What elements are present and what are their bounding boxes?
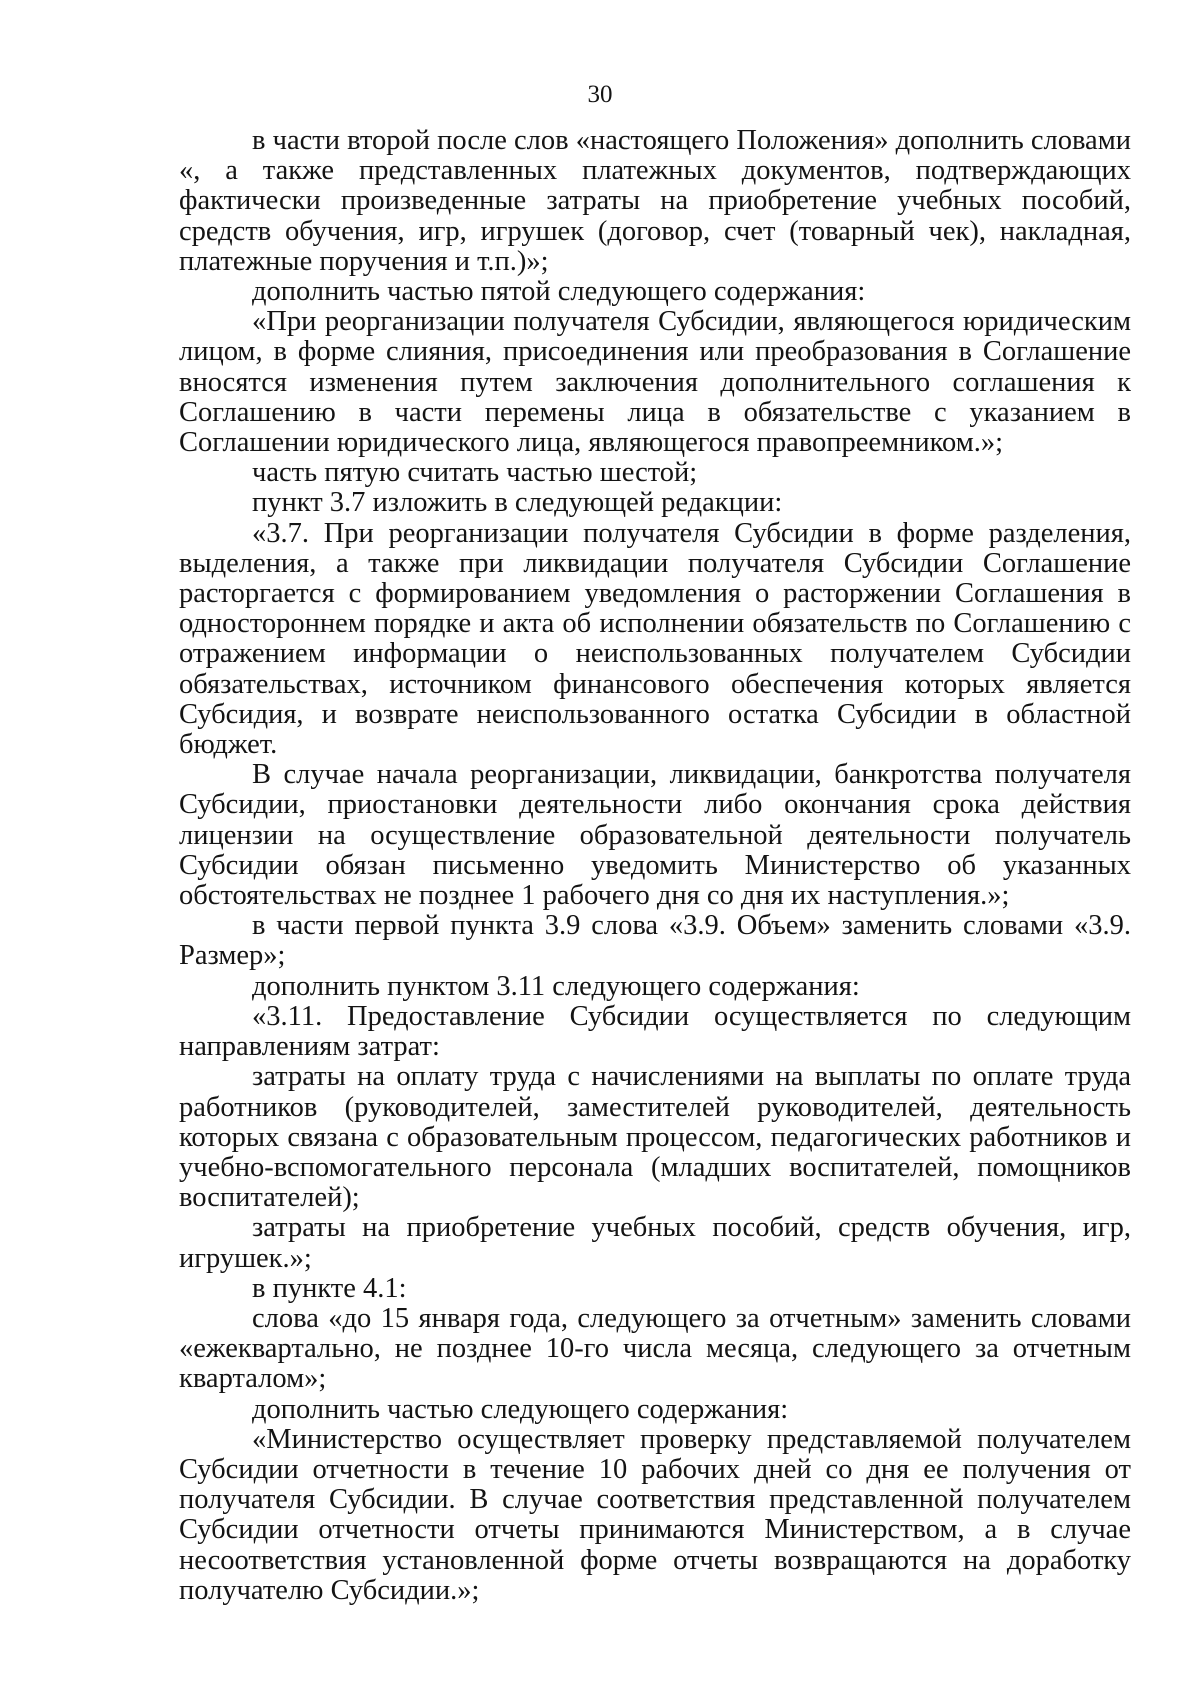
paragraph-add-part-five: дополнить частью пятой следующего содержания: bbox=[252, 276, 866, 308]
paragraph-renumber-part: часть пятую считать частью шестой; bbox=[252, 457, 698, 489]
paragraph-item-4-1-intro: в пункте 4.1: bbox=[252, 1272, 407, 1304]
page-number: 30 bbox=[587, 81, 613, 108]
paragraph-materials-costs: затраты на приобретение учебных пособий, средств обучения, игр, игрушек.»; bbox=[179, 1212, 1131, 1274]
paragraph-reorganization-merger: «При реорганизации получателя Субсидии, являющегося юридическим лицом, в форме слияния, присоединения или преобразования в Соглашение вносятся изменения путем заключения дополнительного соглашения к Соглашению в части перемены лица в обязательстве с указанием в Соглашении юридического лица, являющегося правопреемником.»; bbox=[179, 306, 1131, 459]
paragraph-item-3-7: «3.7. При реорганизации получателя Субсидии в форме разделения, выделения, а также при ликвидации получателя Субсидии Соглашение расторгается с формированием уведомления о расторжении Соглашения в одностороннем порядке и акта об исполнении обязательств по Соглашению с отражением информации о неиспользованных получателем Субсидии обязательствах, источником финансового обеспечения которых является Субсидия, и возврате неиспользованного остатка Субсидии в областной бюджет. bbox=[179, 517, 1131, 761]
paragraph-report-verification: «Министерство осуществляет проверку представляемой получателем Субсидии отчетности в течение 10 рабочих дней со дня ее получения от получателя Субсидии. В случае соответствия представленной получателем Субсидии отчетности отчеты принимаются Министерством, а в случае несоответствия установленной форме отчеты возвращаются на доработку получателю Субсидии.»; bbox=[179, 1423, 1131, 1606]
paragraph-labor-costs: затраты на оплату труда с начислениями на выплаты по оплате труда работников (руководителей, заместителей руководителей, деятельность которых связана с образовательным процессом, педагогических работников и учебно-вспомогательного персонала (младших воспитателей, помощников воспитателей); bbox=[179, 1061, 1131, 1214]
paragraph-item-3-11: «3.11. Предоставление Субсидии осуществляется по следующим направлениям затрат: bbox=[179, 1000, 1131, 1063]
paragraph-item-3-9: в части первой пункта 3.9 слова «3.9. Объем» заменить словами «3.9. Размер»; bbox=[179, 910, 1131, 972]
paragraph-notification-duty: В случае начала реорганизации, ликвидации, банкротства получателя Субсидии, приостановки деятельности либо окончания срока действия лицензии на осуществление образовательной деятельности получатель Субсидии обязан письменно уведомить Министерство об указанных обстоятельствах не позднее 1 рабочего дня со дня их наступления.»; bbox=[179, 759, 1131, 912]
paragraph-reporting-deadline: слова «до 15 января года, следующего за отчетным» заменить словами «ежеквартально, не позднее 10-го числа месяца, следующего за отчетным кварталом»; bbox=[179, 1302, 1131, 1395]
paragraph-item-3-7-intro: пункт 3.7 изложить в следующей редакции: bbox=[252, 487, 783, 519]
paragraph-item-3-11-intro: дополнить пунктом 3.11 следующего содержания: bbox=[252, 970, 860, 1002]
paragraph-supplement-part-two: в части второй после слов «настоящего Положения» дополнить словами «, а также представленных платежных документов, подтверждающих фактически произведенные затраты на приобретение учебных пособий, средств обучения, игр, игрушек (договор, счет (товарный чек), накладная, платежные поручения и т.п.)»; bbox=[179, 125, 1131, 277]
document-body bbox=[179, 126, 1131, 1606]
paragraph-add-part: дополнить частью следующего содержания: bbox=[252, 1393, 789, 1425]
